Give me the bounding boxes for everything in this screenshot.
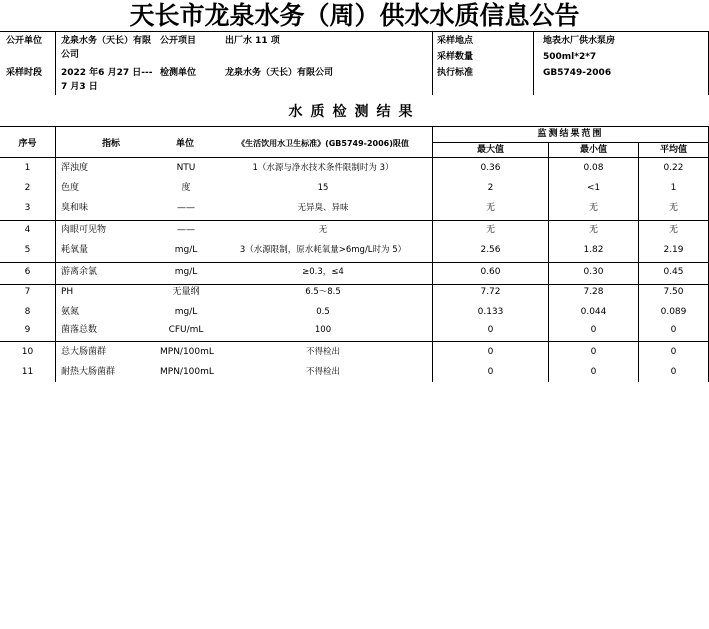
cell-unit: 无量纲 bbox=[172, 287, 200, 297]
project-value: 出厂水 11 项 bbox=[225, 36, 280, 46]
cell-limit: 100 bbox=[314, 325, 332, 335]
header-limit: 《生活饮用水卫生标准》(GB5749-2006)限值 bbox=[237, 139, 409, 148]
cell-limit: 1（水源与净水技术条件限制时为 3） bbox=[252, 163, 394, 173]
cell-limit: 无异臭、异味 bbox=[297, 203, 349, 213]
cell-min: <1 bbox=[586, 183, 601, 193]
cell-no: 8 bbox=[24, 307, 31, 317]
page-title: 天长市龙泉水务（周）供水水质信息公告 bbox=[129, 1, 580, 30]
cell-indicator: 肉眼可见物 bbox=[61, 225, 107, 235]
cell-unit: mg/L bbox=[174, 267, 198, 277]
divider bbox=[0, 157, 709, 158]
cell-limit: 0.5 bbox=[316, 307, 330, 317]
cell-max: 0 bbox=[487, 347, 494, 357]
header-range: 监测结果范围 bbox=[537, 129, 604, 139]
cell-min: 1.82 bbox=[583, 245, 604, 255]
cell-min: 无 bbox=[588, 203, 598, 213]
cell-no: 3 bbox=[24, 203, 31, 213]
cell-limit: 不得检出 bbox=[305, 367, 340, 377]
cell-avg: 0 bbox=[670, 325, 677, 335]
divider bbox=[55, 31, 56, 95]
cell-unit: CFU/mL bbox=[168, 325, 204, 335]
cell-max: 2.56 bbox=[480, 245, 501, 255]
cell-no: 9 bbox=[24, 325, 31, 335]
divider bbox=[0, 262, 709, 263]
cell-max: 2 bbox=[487, 183, 494, 193]
cell-unit: mg/L bbox=[174, 307, 198, 317]
publisher-value: 龙泉水务（天长）有限公司 bbox=[61, 36, 152, 60]
sample-qty-label: 采样数量 bbox=[437, 52, 474, 62]
cell-limit: 无 bbox=[318, 225, 328, 235]
cell-indicator: 总大肠菌群 bbox=[61, 347, 107, 357]
cell-indicator: 菌落总数 bbox=[61, 325, 98, 335]
cell-limit: 3（水源限制，原水耗氧量>6mg/L时为 5） bbox=[239, 245, 407, 255]
cell-no: 7 bbox=[24, 287, 31, 297]
cell-unit: MPN/100mL bbox=[160, 347, 214, 357]
cell-avg: 0.22 bbox=[663, 163, 684, 173]
cell-min: 0 bbox=[590, 325, 597, 335]
cell-no: 2 bbox=[24, 183, 31, 193]
cell-min: 0 bbox=[590, 367, 597, 377]
cell-min: 7.28 bbox=[583, 287, 604, 297]
cell-indicator: 色度 bbox=[61, 183, 80, 193]
cell-max: 0.36 bbox=[480, 163, 501, 173]
divider bbox=[432, 31, 433, 95]
divider bbox=[0, 341, 709, 342]
cell-max: 0.133 bbox=[477, 307, 504, 317]
cell-avg: 无 bbox=[668, 203, 678, 213]
test-unit-value: 龙泉水务（天长）有限公司 bbox=[225, 68, 334, 78]
cell-avg: 0.45 bbox=[663, 267, 684, 277]
cell-no: 11 bbox=[21, 367, 34, 377]
sample-qty-value: 500ml*2*7 bbox=[543, 52, 597, 62]
divider bbox=[0, 220, 709, 221]
cell-avg: 2.19 bbox=[663, 245, 684, 255]
cell-max: 0 bbox=[487, 325, 494, 335]
cell-indicator: 耐热大肠菌群 bbox=[61, 367, 116, 377]
cell-avg: 无 bbox=[668, 225, 678, 235]
sample-site-label: 采样地点 bbox=[437, 36, 474, 46]
publisher-label: 公开单位 bbox=[6, 36, 43, 46]
cell-limit: 不得检出 bbox=[305, 347, 340, 357]
cell-min: 无 bbox=[588, 225, 598, 235]
cell-no: 1 bbox=[24, 163, 31, 173]
cell-min: 0.30 bbox=[583, 267, 604, 277]
cell-max: 无 bbox=[485, 203, 495, 213]
cell-no: 5 bbox=[24, 245, 31, 255]
standard-label: 执行标准 bbox=[437, 68, 474, 78]
cell-unit: —— bbox=[177, 203, 195, 213]
cell-unit: MPN/100mL bbox=[160, 367, 214, 377]
cell-limit: 15 bbox=[317, 183, 329, 193]
cell-indicator: 臭和味 bbox=[61, 203, 89, 213]
cell-max: 0 bbox=[487, 367, 494, 377]
cell-no: 10 bbox=[21, 347, 34, 357]
cell-min: 0.044 bbox=[580, 307, 607, 317]
cell-max: 0.60 bbox=[480, 267, 501, 277]
divider bbox=[55, 126, 56, 382]
cell-unit: mg/L bbox=[174, 245, 198, 255]
header-no: 序号 bbox=[18, 139, 37, 149]
cell-max: 7.72 bbox=[480, 287, 501, 297]
cell-avg: 0 bbox=[670, 347, 677, 357]
divider bbox=[0, 31, 709, 32]
header-unit: 单位 bbox=[175, 139, 194, 149]
cell-indicator: 氨氮 bbox=[61, 307, 80, 317]
results-table bbox=[0, 126, 709, 382]
cell-avg: 7.50 bbox=[663, 287, 684, 297]
cell-no: 6 bbox=[24, 267, 31, 277]
cell-avg: 0.089 bbox=[660, 307, 687, 317]
cell-avg: 0 bbox=[670, 367, 677, 377]
cell-limit: ≥0.3，≤4 bbox=[302, 267, 344, 277]
cell-indicator: 游离余氯 bbox=[61, 267, 98, 277]
cell-unit: —— bbox=[177, 225, 195, 235]
cell-min: 0.08 bbox=[583, 163, 604, 173]
sample-time-value: 2022 年6 月27 日---7 月3 日 bbox=[61, 68, 153, 92]
cell-no: 4 bbox=[24, 225, 31, 235]
header-avg: 平均值 bbox=[659, 145, 687, 155]
cell-indicator: 浑浊度 bbox=[61, 163, 89, 173]
test-unit-label: 检测单位 bbox=[160, 68, 197, 78]
cell-indicator: 耗氧量 bbox=[61, 245, 89, 255]
cell-unit: 度 bbox=[181, 183, 191, 193]
standard-value: GB5749-2006 bbox=[543, 68, 612, 78]
sample-time-label: 采样时段 bbox=[6, 68, 43, 78]
cell-indicator: PH bbox=[61, 287, 74, 297]
sample-site-value: 地表水厂供水泵房 bbox=[543, 36, 616, 46]
cell-limit: 6.5～8.5 bbox=[305, 287, 341, 297]
project-label: 公开项目 bbox=[160, 36, 197, 46]
cell-avg: 1 bbox=[670, 183, 677, 193]
header-min: 最小值 bbox=[579, 145, 607, 155]
cell-max: 无 bbox=[485, 225, 495, 235]
cell-unit: NTU bbox=[176, 163, 196, 173]
header-indicator: 指标 bbox=[101, 139, 120, 149]
header-max: 最大值 bbox=[476, 145, 504, 155]
divider bbox=[533, 31, 534, 95]
cell-min: 0 bbox=[590, 347, 597, 357]
results-title: 水质检测结果 bbox=[288, 104, 421, 120]
